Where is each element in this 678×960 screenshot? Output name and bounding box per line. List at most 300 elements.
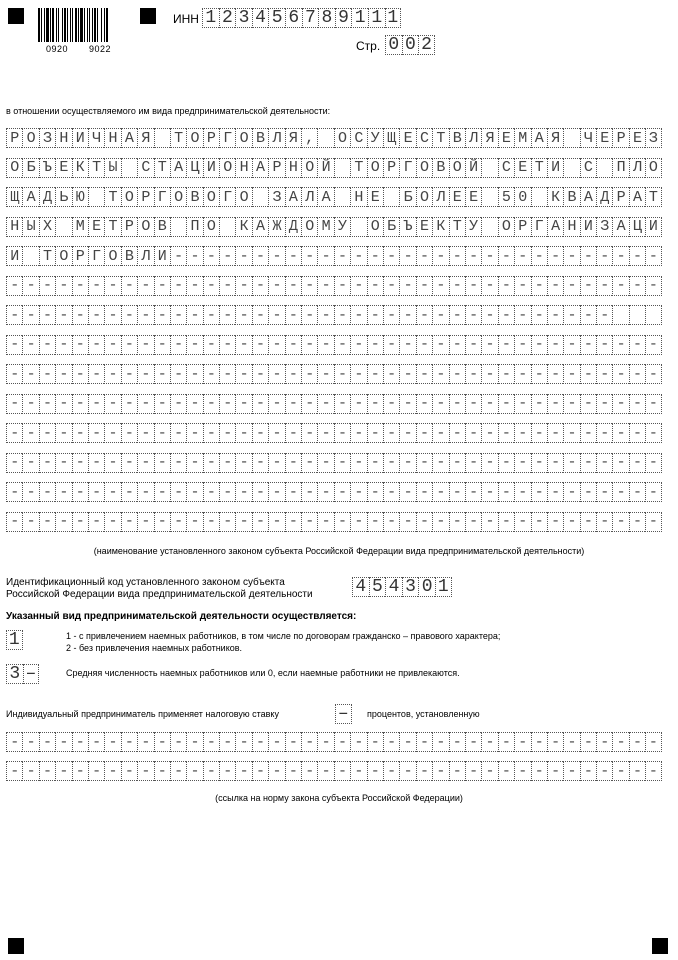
char-cell: 7 xyxy=(302,8,319,28)
char-cell: - xyxy=(186,305,202,325)
char-cell: О xyxy=(367,217,383,237)
text-line[interactable] xyxy=(6,394,662,414)
char-cell: - xyxy=(449,761,465,781)
char-cell: - xyxy=(39,482,55,502)
char-cell: - xyxy=(612,394,628,414)
char-cell: - xyxy=(498,246,514,266)
char-cell: - xyxy=(350,732,366,752)
char-cell: - xyxy=(449,453,465,473)
text-line[interactable] xyxy=(6,276,662,296)
char-cell: Н xyxy=(104,128,120,148)
char-cell: 5 xyxy=(498,187,514,207)
char-cell: - xyxy=(514,512,530,532)
char-cell: - xyxy=(350,305,366,325)
char-cell: О xyxy=(367,158,383,178)
char-cell: - xyxy=(367,482,383,502)
char-cell: А xyxy=(252,217,268,237)
char-cell: - xyxy=(563,423,579,443)
char-cell: К xyxy=(432,217,448,237)
activity-caption: (наименование установленного законом субъекта Российской Федерации вида предпринимательской деятельности) xyxy=(93,546,585,556)
char-cell: - xyxy=(580,394,596,414)
char-cell: - xyxy=(88,276,104,296)
char-cell: - xyxy=(186,335,202,355)
char-cell: - xyxy=(465,276,481,296)
char-cell: - xyxy=(268,482,284,502)
char-cell: Л xyxy=(629,158,645,178)
char-cell: Н xyxy=(6,217,22,237)
char-cell: - xyxy=(481,512,497,532)
char-cell: - xyxy=(481,423,497,443)
char-cell: - xyxy=(317,732,333,752)
char-cell: - xyxy=(39,394,55,414)
char-cell: Т xyxy=(104,217,120,237)
char-cell: - xyxy=(481,335,497,355)
char-cell: - xyxy=(645,761,661,781)
char-cell: С xyxy=(498,158,514,178)
char-cell: - xyxy=(498,512,514,532)
char-cell: - xyxy=(580,761,596,781)
text-line[interactable] xyxy=(6,217,662,237)
char-cell: - xyxy=(596,364,612,384)
char-cell: Т xyxy=(432,128,448,148)
char-cell: - xyxy=(432,732,448,752)
char-cell: Н xyxy=(563,217,579,237)
char-cell: - xyxy=(137,394,153,414)
char-cell: - xyxy=(449,732,465,752)
char-cell: - xyxy=(416,246,432,266)
char-cell: - xyxy=(301,423,317,443)
char-cell: А xyxy=(22,187,38,207)
char-cell: - xyxy=(367,394,383,414)
char-cell: Г xyxy=(219,187,235,207)
char-cell: Я xyxy=(137,128,153,148)
char-cell: - xyxy=(350,394,366,414)
char-cell: - xyxy=(383,364,399,384)
char-cell: - xyxy=(219,482,235,502)
char-cell: - xyxy=(285,423,301,443)
char-cell: - xyxy=(596,761,612,781)
text-line[interactable] xyxy=(6,761,662,781)
char-cell: К xyxy=(72,158,88,178)
char-cell: - xyxy=(6,394,22,414)
char-cell: - xyxy=(137,732,153,752)
char-cell: - xyxy=(104,305,120,325)
char-cell: - xyxy=(350,761,366,781)
char-cell: - xyxy=(596,453,612,473)
text-line[interactable] xyxy=(6,128,662,148)
char-cell: - xyxy=(498,305,514,325)
char-cell: - xyxy=(55,276,71,296)
char-cell: - xyxy=(39,276,55,296)
char-cell: О xyxy=(334,128,350,148)
char-cell: - xyxy=(186,482,202,502)
char-cell: - xyxy=(235,394,251,414)
char-cell: П xyxy=(186,217,202,237)
char-cell: - xyxy=(596,335,612,355)
page-number-field[interactable] xyxy=(385,35,435,55)
char-cell: - xyxy=(514,732,530,752)
char-cell: - xyxy=(285,761,301,781)
char-cell: - xyxy=(6,335,22,355)
char-cell: Т xyxy=(154,158,170,178)
char-cell: - xyxy=(547,335,563,355)
text-line[interactable] xyxy=(6,453,662,473)
char-cell: О xyxy=(22,128,38,148)
char-cell: Р xyxy=(121,217,137,237)
char-cell: - xyxy=(252,276,268,296)
char-cell: - xyxy=(350,512,366,532)
char-cell: - xyxy=(498,364,514,384)
char-cell: - xyxy=(104,423,120,443)
char-cell: - xyxy=(235,276,251,296)
char-cell: Р xyxy=(383,158,399,178)
char-cell: Р xyxy=(203,128,219,148)
char-cell: - xyxy=(416,364,432,384)
char-cell: - xyxy=(55,512,71,532)
workers-count-label: Средняя численность наемных работников или 0, если наемные работники не привлекаются. xyxy=(66,668,460,678)
char-cell: - xyxy=(612,453,628,473)
char-cell: - xyxy=(481,732,497,752)
char-cell: - xyxy=(301,512,317,532)
char-cell: - xyxy=(629,335,645,355)
char-cell: - xyxy=(383,276,399,296)
char-cell: 3 xyxy=(402,577,419,597)
char-cell: - xyxy=(596,276,612,296)
char-cell: - xyxy=(121,276,137,296)
char-cell: 1 xyxy=(385,8,402,28)
char-cell: - xyxy=(350,453,366,473)
char-cell: - xyxy=(547,246,563,266)
text-line[interactable] xyxy=(6,305,662,325)
char-cell: М xyxy=(514,128,530,148)
text-line[interactable] xyxy=(6,246,662,266)
char-cell: Н xyxy=(285,158,301,178)
char-cell: - xyxy=(88,732,104,752)
char-cell xyxy=(55,217,71,237)
inn-field[interactable] xyxy=(202,8,401,28)
char-cell: - xyxy=(367,761,383,781)
char-cell: - xyxy=(416,732,432,752)
char-cell: - xyxy=(612,512,628,532)
char-cell: - xyxy=(285,453,301,473)
char-cell: - xyxy=(531,482,547,502)
char-cell: - xyxy=(416,512,432,532)
char-cell: - xyxy=(334,276,350,296)
char-cell: - xyxy=(498,761,514,781)
char-cell: - xyxy=(88,364,104,384)
char-cell: Л xyxy=(465,128,481,148)
workers-count-field[interactable] xyxy=(6,664,39,684)
char-cell: С xyxy=(416,128,432,148)
char-cell: - xyxy=(645,246,661,266)
char-cell: - xyxy=(55,423,71,443)
char-cell: - xyxy=(88,335,104,355)
char-cell: - xyxy=(465,732,481,752)
char-cell: - xyxy=(268,423,284,443)
char-cell: Л xyxy=(137,246,153,266)
char-cell: - xyxy=(596,394,612,414)
char-cell: - xyxy=(154,512,170,532)
char-cell: - xyxy=(383,761,399,781)
text-line[interactable] xyxy=(6,158,662,178)
char-cell: - xyxy=(596,732,612,752)
char-cell: - xyxy=(301,246,317,266)
char-cell: - xyxy=(367,732,383,752)
char-cell: - xyxy=(121,305,137,325)
char-cell: - xyxy=(449,394,465,414)
char-cell: 2 xyxy=(219,8,236,28)
char-cell: - xyxy=(334,394,350,414)
char-cell: - xyxy=(317,482,333,502)
char-cell: – xyxy=(335,704,352,724)
char-cell: - xyxy=(170,423,186,443)
char-cell: - xyxy=(268,512,284,532)
char-cell: - xyxy=(399,453,415,473)
char-cell: - xyxy=(334,364,350,384)
char-cell: - xyxy=(137,335,153,355)
char-cell: - xyxy=(6,423,22,443)
char-cell: - xyxy=(399,364,415,384)
char-cell: - xyxy=(170,364,186,384)
char-cell: О xyxy=(104,246,120,266)
char-cell: 1 xyxy=(351,8,368,28)
text-line[interactable] xyxy=(6,187,662,207)
text-line[interactable] xyxy=(6,423,662,443)
char-cell: - xyxy=(563,453,579,473)
char-cell: О xyxy=(301,217,317,237)
char-cell: - xyxy=(334,423,350,443)
char-cell: - xyxy=(186,394,202,414)
char-cell: - xyxy=(22,761,38,781)
char-cell: - xyxy=(596,482,612,502)
char-cell: - xyxy=(219,335,235,355)
char-cell: - xyxy=(531,364,547,384)
char-cell: В xyxy=(154,217,170,237)
char-cell: - xyxy=(235,335,251,355)
char-cell: - xyxy=(88,512,104,532)
char-cell: Л xyxy=(432,187,448,207)
char-cell: - xyxy=(104,453,120,473)
char-cell: - xyxy=(154,453,170,473)
char-cell: - xyxy=(514,276,530,296)
char-cell: - xyxy=(170,335,186,355)
char-cell: Ъ xyxy=(39,158,55,178)
char-cell: - xyxy=(235,305,251,325)
char-cell: М xyxy=(317,217,333,237)
char-cell: О xyxy=(235,128,251,148)
char-cell: - xyxy=(203,246,219,266)
char-cell: - xyxy=(268,453,284,473)
char-cell xyxy=(22,246,38,266)
page-label: Стр. xyxy=(356,39,381,53)
char-cell: - xyxy=(580,732,596,752)
char-cell: Б xyxy=(383,217,399,237)
workers-heading: Указанный вид предпринимательской деятельности осуществляется: xyxy=(6,611,357,622)
char-cell: - xyxy=(55,364,71,384)
char-cell: - xyxy=(203,305,219,325)
char-cell: О xyxy=(203,217,219,237)
char-cell: Г xyxy=(531,217,547,237)
char-cell: - xyxy=(645,453,661,473)
char-cell: Я xyxy=(285,128,301,148)
char-cell: 9 xyxy=(335,8,352,28)
char-cell: - xyxy=(317,453,333,473)
char-cell: - xyxy=(481,394,497,414)
char-cell: - xyxy=(547,453,563,473)
char-cell: - xyxy=(186,423,202,443)
char-cell: В xyxy=(563,187,579,207)
char-cell: – xyxy=(23,664,40,684)
char-cell: - xyxy=(137,761,153,781)
char-cell: А xyxy=(121,128,137,148)
char-cell: - xyxy=(612,335,628,355)
char-cell: Г xyxy=(219,128,235,148)
char-cell: - xyxy=(301,482,317,502)
rate-label-before: Индивидуальный предприниматель применяет налоговую ставку xyxy=(6,709,279,719)
char-cell: - xyxy=(301,453,317,473)
char-cell: 0 xyxy=(514,187,530,207)
char-cell: Ь xyxy=(55,187,71,207)
char-cell: - xyxy=(465,482,481,502)
char-cell: - xyxy=(154,305,170,325)
char-cell: - xyxy=(350,246,366,266)
char-cell: - xyxy=(580,512,596,532)
char-cell: - xyxy=(449,423,465,443)
char-cell: Ж xyxy=(268,217,284,237)
workers-option-2: 2 - без привлечения наемных работников. xyxy=(66,643,243,653)
char-cell: - xyxy=(252,423,268,443)
char-cell: У xyxy=(334,217,350,237)
char-cell: Ъ xyxy=(399,217,415,237)
char-cell: - xyxy=(235,453,251,473)
char-cell: - xyxy=(170,761,186,781)
char-cell: О xyxy=(203,187,219,207)
rate-field[interactable] xyxy=(335,704,352,724)
char-cell: - xyxy=(432,364,448,384)
char-cell: - xyxy=(121,482,137,502)
char-cell: - xyxy=(334,732,350,752)
char-cell: - xyxy=(154,276,170,296)
char-cell: - xyxy=(514,364,530,384)
char-cell: - xyxy=(399,276,415,296)
char-cell: - xyxy=(154,364,170,384)
char-cell: - xyxy=(383,482,399,502)
char-cell: 1 xyxy=(202,8,219,28)
char-cell: Я xyxy=(547,128,563,148)
char-cell: Е xyxy=(514,158,530,178)
char-cell: - xyxy=(334,453,350,473)
char-cell: - xyxy=(612,364,628,384)
char-cell: - xyxy=(55,394,71,414)
char-cell xyxy=(383,187,399,207)
char-cell: - xyxy=(416,453,432,473)
text-line[interactable] xyxy=(6,335,662,355)
char-cell xyxy=(334,187,350,207)
char-cell: - xyxy=(55,482,71,502)
text-line[interactable] xyxy=(6,482,662,502)
char-cell: - xyxy=(268,761,284,781)
char-cell: - xyxy=(465,453,481,473)
char-cell: 1 xyxy=(6,630,23,650)
char-cell: Е xyxy=(449,187,465,207)
char-cell: - xyxy=(531,246,547,266)
char-cell: - xyxy=(203,276,219,296)
char-cell: - xyxy=(88,394,104,414)
char-cell: - xyxy=(317,335,333,355)
char-cell: - xyxy=(170,512,186,532)
char-cell: В xyxy=(252,128,268,148)
char-cell: И xyxy=(6,246,22,266)
char-cell: Р xyxy=(612,128,628,148)
char-cell: - xyxy=(137,364,153,384)
char-cell: О xyxy=(186,128,202,148)
char-cell: - xyxy=(186,246,202,266)
char-cell: А xyxy=(252,158,268,178)
char-cell: - xyxy=(334,482,350,502)
text-line[interactable] xyxy=(6,364,662,384)
char-cell: - xyxy=(72,482,88,502)
char-cell xyxy=(481,217,497,237)
char-cell: - xyxy=(481,453,497,473)
char-cell: - xyxy=(629,512,645,532)
char-cell: - xyxy=(252,246,268,266)
char-cell: - xyxy=(154,335,170,355)
char-cell: - xyxy=(481,276,497,296)
char-cell: - xyxy=(563,246,579,266)
char-cell: К xyxy=(547,187,563,207)
text-line[interactable] xyxy=(6,512,662,532)
char-cell: - xyxy=(481,364,497,384)
char-cell: - xyxy=(465,364,481,384)
char-cell: Е xyxy=(399,128,415,148)
char-cell: Ч xyxy=(580,128,596,148)
char-cell: - xyxy=(629,246,645,266)
char-cell: - xyxy=(104,761,120,781)
char-cell: - xyxy=(514,482,530,502)
char-cell: - xyxy=(88,305,104,325)
char-cell: - xyxy=(629,482,645,502)
char-cell: - xyxy=(563,394,579,414)
char-cell: - xyxy=(481,246,497,266)
char-cell: - xyxy=(301,364,317,384)
char-cell: - xyxy=(72,761,88,781)
char-cell: - xyxy=(268,276,284,296)
char-cell: - xyxy=(39,512,55,532)
char-cell: Б xyxy=(22,158,38,178)
char-cell: 1 xyxy=(368,8,385,28)
char-cell: - xyxy=(22,453,38,473)
char-cell: - xyxy=(88,453,104,473)
char-cell: - xyxy=(580,305,596,325)
char-cell: - xyxy=(317,276,333,296)
workers-mode-field[interactable] xyxy=(6,630,23,650)
char-cell: - xyxy=(285,482,301,502)
char-cell: О xyxy=(6,158,22,178)
char-cell: 3 xyxy=(6,664,23,684)
id-code-field[interactable] xyxy=(352,577,452,597)
char-cell: Н xyxy=(55,128,71,148)
char-cell: - xyxy=(514,394,530,414)
char-cell: - xyxy=(203,335,219,355)
char-cell: - xyxy=(399,335,415,355)
char-cell: З xyxy=(39,128,55,148)
char-cell: - xyxy=(547,732,563,752)
char-cell: - xyxy=(268,364,284,384)
text-line[interactable] xyxy=(6,732,662,752)
char-cell: - xyxy=(514,246,530,266)
char-cell: - xyxy=(629,276,645,296)
char-cell: - xyxy=(367,246,383,266)
